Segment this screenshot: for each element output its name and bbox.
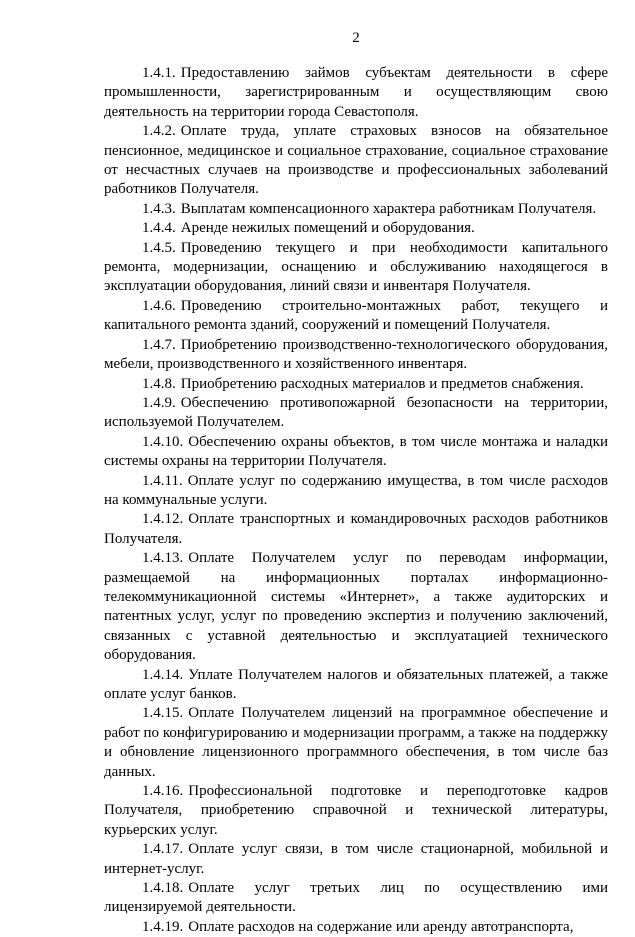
- clause-text: Оплате услуг связи, в том числе стационарной, мобильной и интернет-услуг.: [104, 841, 608, 877]
- clause-paragraph: [104, 840, 608, 879]
- clause-text: Приобретению производственно-технологического оборудования, мебели, производственного и хозяйственного инвентаря.: [104, 336, 608, 373]
- page-number: 2: [352, 30, 360, 46]
- clause-paragraph: [104, 879, 608, 918]
- clause-paragraph: [104, 297, 608, 336]
- clause-number: 1.4.4.: [142, 220, 176, 237]
- clause-text: Оплате Получателем лицензий на программное обеспечение и работ по конфигурированию и модернизации программ, а также на поддержку и обновление лицензионного программного обеспечения, в том числе баз данных.: [104, 705, 608, 780]
- clause-number: 1.4.6.: [142, 297, 176, 314]
- clause-number: 1.4.3.: [142, 200, 176, 217]
- clause-number: 1.4.7.: [142, 336, 176, 353]
- clause-number: 1.4.12.: [142, 511, 184, 528]
- clause-text: Предоставлению займов субъектам деятельности в сфере промышленности, зарегистрированным и осуществляющим свою деятельность на территории города Севастополя.: [104, 65, 608, 120]
- clause-number: 1.4.18.: [142, 880, 184, 897]
- clause-number: 1.4.16.: [142, 783, 184, 800]
- clause-number: 1.4.17.: [142, 841, 184, 858]
- clause-text: Приобретению расходных материалов и предметов снабжения.: [180, 375, 584, 392]
- clause-paragraph: [104, 666, 608, 705]
- clause-paragraph: [104, 510, 608, 549]
- clause-paragraph: [104, 433, 608, 472]
- clause-paragraph: [104, 239, 608, 297]
- clause-text: Обеспечению охраны объектов, в том числе монтажа и наладки системы охраны на территории Получателя.: [104, 433, 608, 470]
- clause-text: Обеспечению противопожарной безопасности на территории, используемой Получателем.: [104, 394, 608, 431]
- clause-text: Оплате услуг по содержанию имущества, в том числе расходов на коммунальные услуги.: [104, 472, 608, 508]
- clause-paragraph: [104, 219, 608, 238]
- clause-text: Оплате расходов на содержание или аренду автотранспорта,: [188, 918, 574, 935]
- clause-number: 1.4.13.: [142, 550, 184, 567]
- clause-paragraph: [104, 704, 608, 782]
- clause-number: 1.4.11.: [142, 472, 183, 489]
- clause-paragraph: [104, 472, 608, 511]
- clause-number: 1.4.10.: [142, 433, 184, 450]
- clause-paragraph: [104, 200, 608, 219]
- clause-paragraph: [104, 122, 608, 200]
- clause-text: Аренде нежилых помещений и оборудования.: [180, 220, 475, 237]
- clause-text: Проведению текущего и при необходимости капитального ремонта, модернизации, оснащению и обслуживанию находящегося в эксплуатации оборудования, линий связи и инвентаря Получателя.: [104, 239, 608, 295]
- clause-paragraph: [104, 394, 608, 433]
- clause-text: Оплате труда, уплате страховых взносов на обязательное пенсионное, медицинское и социальное страхование, социальное страхование от несчастных случаев на производстве и профессиональных заболеваний работников Получателя.: [104, 123, 608, 198]
- clause-number: 1.4.1.: [142, 65, 176, 81]
- clause-number: 1.4.5.: [142, 239, 176, 256]
- clause-number: 1.4.14.: [142, 666, 184, 683]
- clause-paragraph: [104, 375, 608, 394]
- clause-text: Оплате Получателем услуг по переводам информации, размещаемой на информационных порталах информационно-телекоммуникационной системы «Интернет», а также аудиторских и патентных услуг, услуг по проведению экспертиз и получению заключений, связанных с уставной деятельностью и эксплуатацией технического оборудования.: [104, 550, 608, 664]
- clause-number: 1.4.19.: [142, 918, 184, 935]
- clause-list: [104, 64, 608, 937]
- clause-text: Выплатам компенсационного характера работникам Получателя.: [180, 200, 597, 217]
- clause-paragraph: [104, 64, 608, 122]
- clause-number: 1.4.2.: [142, 123, 176, 140]
- clause-number: 1.4.8.: [142, 375, 176, 392]
- clause-paragraph: [104, 782, 608, 840]
- clause-text: Оплате услуг третьих лиц по осуществлению ими лицензируемой деятельности.: [104, 880, 608, 916]
- clause-text: Профессиональной подготовке и переподготовке кадров Получателя, приобретению справочной и технической литературы, курьерских услуг.: [104, 783, 608, 838]
- clause-text: Проведению строительно-монтажных работ, текущего и капитального ремонта зданий, сооружений и помещений Получателя.: [104, 297, 608, 334]
- clause-text: Оплате транспортных и командировочных расходов работников Получателя.: [104, 511, 608, 547]
- clause-paragraph: [104, 336, 608, 375]
- clause-number: 1.4.9.: [142, 394, 176, 411]
- clause-text: Уплате Получателем налогов и обязательных платежей, а также оплате услуг банков.: [104, 666, 608, 702]
- clause-number: 1.4.15.: [142, 705, 184, 722]
- clause-paragraph: [104, 918, 608, 937]
- clause-paragraph: [104, 549, 608, 665]
